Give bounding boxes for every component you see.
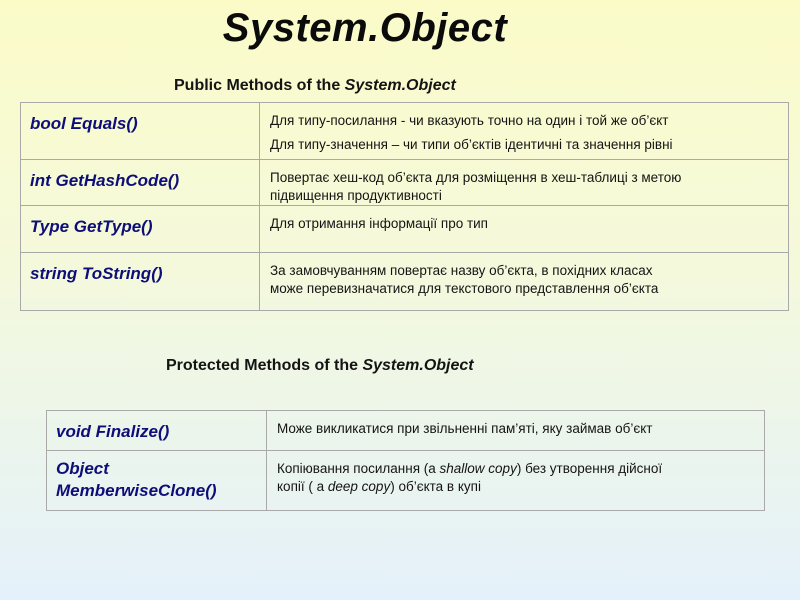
method-name [47, 451, 266, 502]
table-row [21, 103, 789, 160]
description-line: Для отримання інформації про тип [270, 216, 488, 231]
method-cell [21, 253, 260, 311]
description-cell [267, 451, 765, 511]
table-row [21, 253, 789, 311]
method-cell [21, 206, 260, 253]
table-row [21, 206, 789, 253]
description-line: За замовчуванням повертає назву об’єкта, в похідних класах [270, 263, 653, 278]
description-line: підвищення продуктивності [270, 188, 442, 203]
method-name: void Finalize() [56, 422, 170, 441]
description-line: Може викликатися при звільненні пам’яті, яку займав об’єкт [277, 421, 653, 436]
description-line [267, 451, 764, 478]
method-name-line: MemberwiseClone() [56, 481, 217, 500]
description-text: ) без утворення дійсної [516, 461, 663, 476]
public-caption-prefix: Public Methods of the [174, 77, 345, 94]
protected-caption-prefix: Protected Methods of the [166, 357, 363, 374]
description-line: Для типу-посилання - чи вказують точно на один і той же об’єкт [270, 113, 669, 128]
method-cell [21, 160, 260, 206]
description-cell [260, 160, 789, 206]
public-methods-table [20, 102, 789, 311]
method-cell [21, 103, 260, 160]
method-name: Type GetType() [30, 217, 153, 236]
description-cell [260, 206, 789, 253]
description-line: може перевизначатися для текстового представлення об’єкта [270, 281, 659, 296]
table-row [47, 451, 765, 511]
method-name-line: Object [56, 459, 109, 478]
description-cell [260, 103, 789, 160]
deep-copy-term: deep copy [327, 479, 391, 494]
method-cell [47, 451, 267, 511]
description-text: Копіювання посилання (а [277, 461, 440, 476]
public-methods-caption [174, 77, 456, 95]
method-name: bool Equals() [30, 114, 138, 133]
table-row [21, 160, 789, 206]
table-row [47, 411, 765, 451]
description-cell [267, 411, 765, 451]
shallow-copy-term: shallow copy [439, 461, 517, 476]
public-caption-class: System.Object [344, 77, 456, 94]
description-line: Повертає хеш-код об’єкта для розміщення в хеш-таблиці з метою [270, 170, 682, 185]
method-name: int GetHashCode() [30, 171, 180, 190]
protected-caption-class: System.Object [362, 357, 474, 374]
page-title: System.Object [222, 6, 508, 50]
description-cell [260, 253, 789, 311]
protected-methods-caption [166, 357, 474, 375]
description-line: Для типу-значення – чи типи об’єктів ідентичні та значення рівні [270, 137, 673, 152]
description-line [267, 478, 764, 496]
protected-methods-table [46, 410, 765, 511]
description-text: ) об’єкта в купі [390, 479, 481, 494]
description-text: копії ( а [277, 479, 328, 494]
method-cell [47, 411, 267, 451]
method-name: string ToString() [30, 264, 163, 283]
